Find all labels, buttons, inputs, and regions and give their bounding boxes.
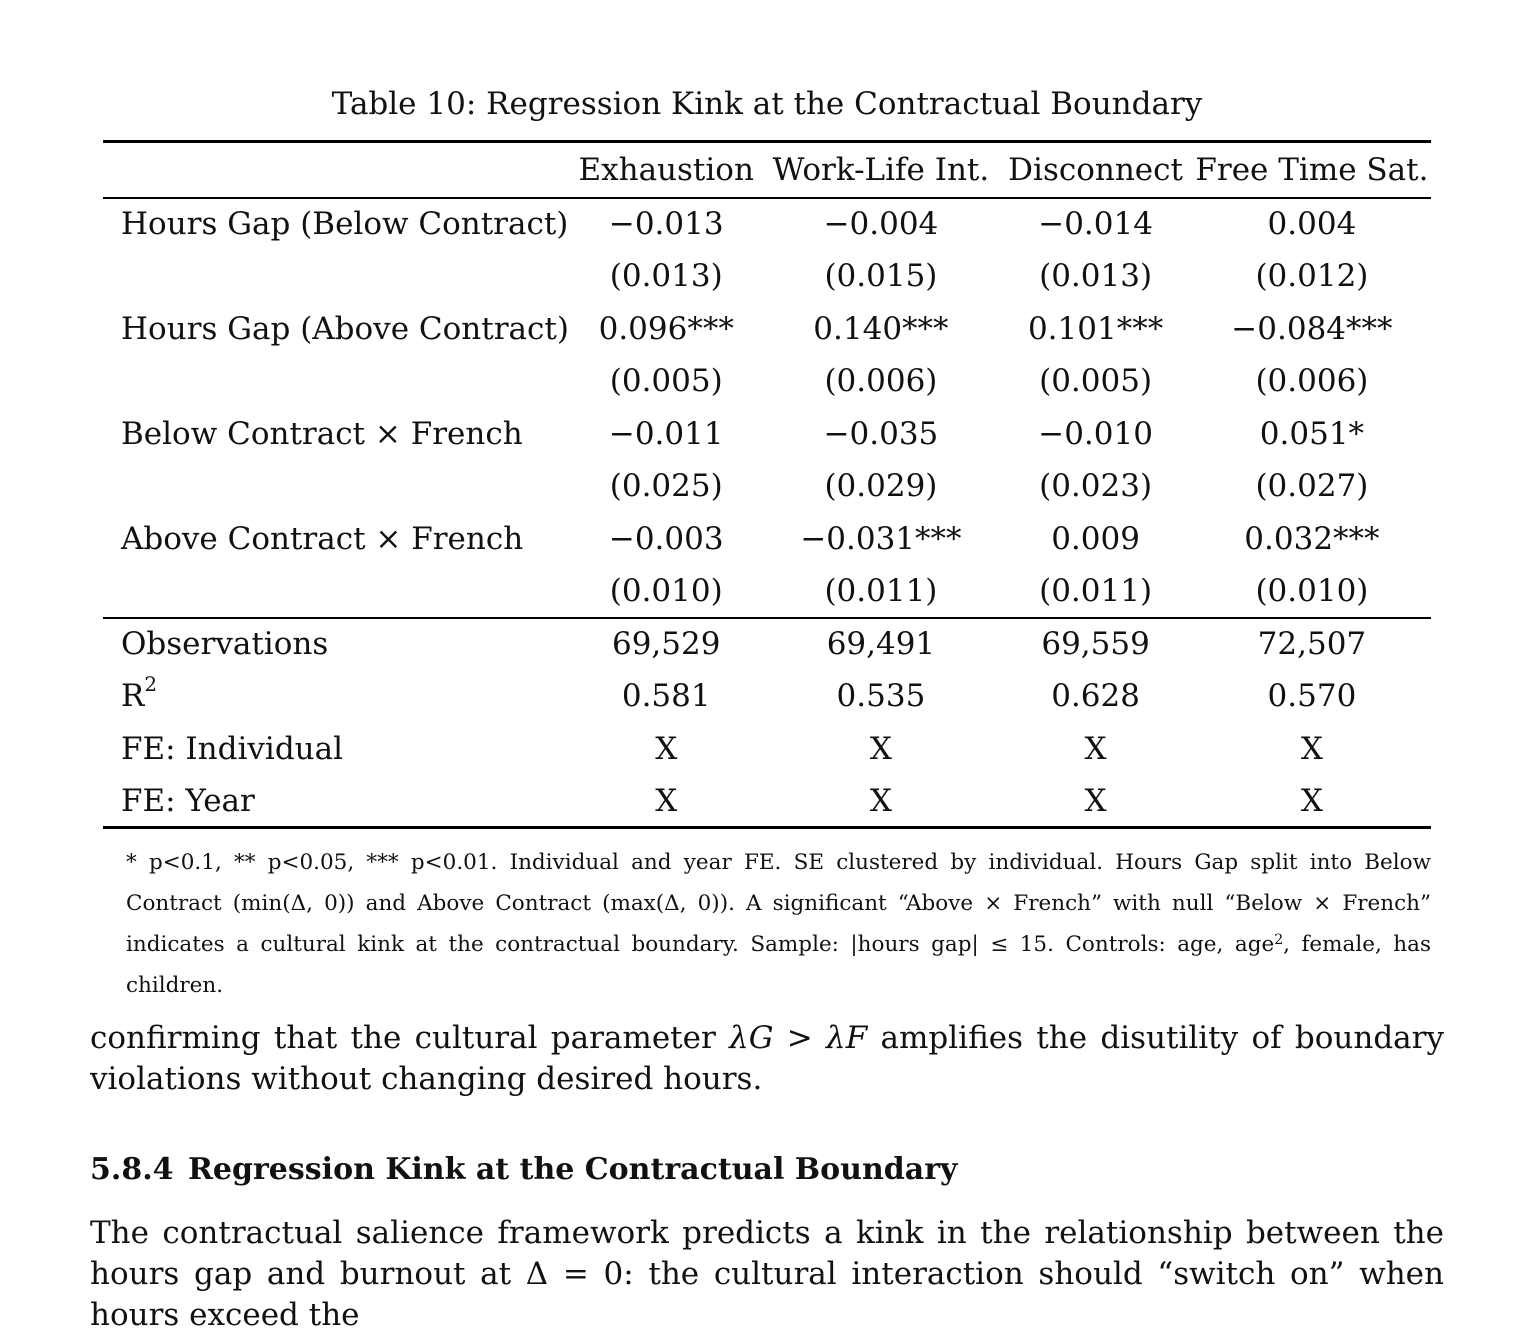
table-cell: 0.140***	[813, 310, 949, 347]
row-label: FE: Year	[121, 782, 255, 819]
table-cell: X	[869, 730, 892, 767]
table-cell: 0.009	[1051, 520, 1140, 557]
table-cell: 0.101***	[1027, 310, 1164, 347]
table-cell: X	[869, 782, 892, 819]
inline-math: λG > λF	[729, 1020, 868, 1056]
section-title: Regression Kink at the Contractual Boundary	[188, 1152, 958, 1187]
table-cell: (0.006)	[824, 363, 938, 400]
table-row	[103, 618, 1431, 671]
table-cell: (0.029)	[824, 468, 938, 505]
table-row	[103, 513, 1431, 566]
table-cell: −0.014	[1038, 206, 1153, 243]
table-row	[103, 303, 1431, 356]
table-cell: X	[1300, 782, 1323, 819]
table-header-row	[103, 142, 1431, 198]
body-paragraph: confirming that the cultural parameter λG > λF amplifies the disutility of boundary violations without changing desired hours.	[90, 1020, 1444, 1097]
column-header: Work-Life Int.	[772, 151, 990, 188]
table-cell: X	[655, 730, 678, 767]
table-cell: 69,529	[611, 626, 721, 663]
regression-table	[103, 140, 1431, 829]
table-cell: 0.570	[1267, 678, 1357, 715]
row-label: Above Contract × French	[121, 520, 524, 557]
table-cell: X	[655, 782, 678, 819]
table-cell: (0.015)	[824, 258, 938, 295]
body-paragraph: The contractual salience framework predicts a kink in the relationship between the hours gap and burnout at Δ = 0: the cultural interaction should “switch on” when hours exceed the	[90, 1215, 1444, 1333]
table-cell: −0.004	[823, 206, 939, 243]
table-cell: X	[1300, 730, 1323, 767]
table-cell: 0.004	[1267, 206, 1357, 243]
table-cell: (0.013)	[1039, 258, 1153, 295]
table-cell: −0.013	[608, 206, 724, 243]
row-label: Observations	[121, 626, 329, 663]
table-cell: (0.013)	[609, 258, 723, 295]
section-heading	[90, 1148, 957, 1192]
table-row	[103, 670, 1431, 723]
table-cell: −0.010	[1038, 415, 1153, 452]
table-cell: 69,491	[826, 626, 936, 663]
table-cell: 72,507	[1257, 626, 1367, 663]
table-cell: (0.010)	[1255, 572, 1369, 609]
column-header: Disconnect	[1008, 151, 1183, 188]
statistics-rows	[103, 618, 1431, 828]
table-row	[103, 250, 1431, 303]
column-header	[103, 142, 569, 198]
table-cell: −0.003	[608, 520, 724, 557]
table-row	[103, 460, 1431, 513]
table-cell: −0.084***	[1231, 310, 1393, 347]
row-label: Hours Gap (Above Contract)	[121, 310, 569, 347]
table-cell: (0.012)	[1255, 258, 1369, 295]
table-caption: Table 10: Regression Kink at the Contractual Boundary	[331, 86, 1203, 122]
table-row	[103, 565, 1431, 618]
table-cell: 0.032***	[1244, 520, 1380, 557]
table-cell: −0.011	[608, 415, 724, 452]
table-cell: (0.023)	[1039, 468, 1153, 505]
table-cell: 0.096***	[598, 310, 734, 347]
table-cell: 69,559	[1041, 626, 1150, 663]
row-label: Below Contract × French	[121, 415, 523, 452]
table-cell: (0.011)	[824, 572, 938, 609]
table-cell: 0.628	[1051, 678, 1140, 715]
table-cell: (0.006)	[1255, 363, 1369, 400]
table-row	[103, 355, 1431, 408]
table-cell: 0.581	[621, 678, 711, 715]
table-row	[103, 775, 1431, 828]
table-cell: X	[1084, 730, 1107, 767]
table-row	[103, 723, 1431, 776]
row-label: $R^2$	[121, 672, 158, 715]
column-header: Exhaustion	[578, 151, 754, 188]
table-cell: 0.051*	[1259, 415, 1365, 452]
table-cell: (0.005)	[609, 363, 723, 400]
coefficient-rows	[103, 198, 1431, 618]
row-label: FE: Individual	[121, 730, 344, 767]
table-cell: (0.010)	[609, 572, 723, 609]
table-cell: (0.011)	[1039, 572, 1153, 609]
table-row	[103, 198, 1431, 251]
row-label: Hours Gap (Below Contract)	[121, 206, 569, 243]
table-cell: X	[1084, 782, 1107, 819]
table-row	[103, 408, 1431, 461]
section-number: 5.8.4	[90, 1152, 174, 1187]
table-cell: 0.535	[836, 678, 926, 715]
table-cell: (0.025)	[609, 468, 723, 505]
table-notes: * p<0.1, ** p<0.05, *** p<0.01. Individual and year FE. SE clustered by individual. Hours Gap split into Below Contract (min(Δ, 0)) and Above Contract (max(Δ, 0)). A significant “Above × French” with null “Below × French” indicates a cultural kink at the contractual boundary. Sample: |hours gap| ≤ 15. Controls: age, age$^2$, female, has children.	[126, 850, 1431, 998]
table-cell: (0.005)	[1039, 363, 1153, 400]
table-cell: −0.035	[823, 415, 939, 452]
column-header: Free Time Sat.	[1195, 151, 1429, 188]
table-cell: (0.027)	[1255, 468, 1369, 505]
table-cell: −0.031***	[800, 520, 962, 557]
